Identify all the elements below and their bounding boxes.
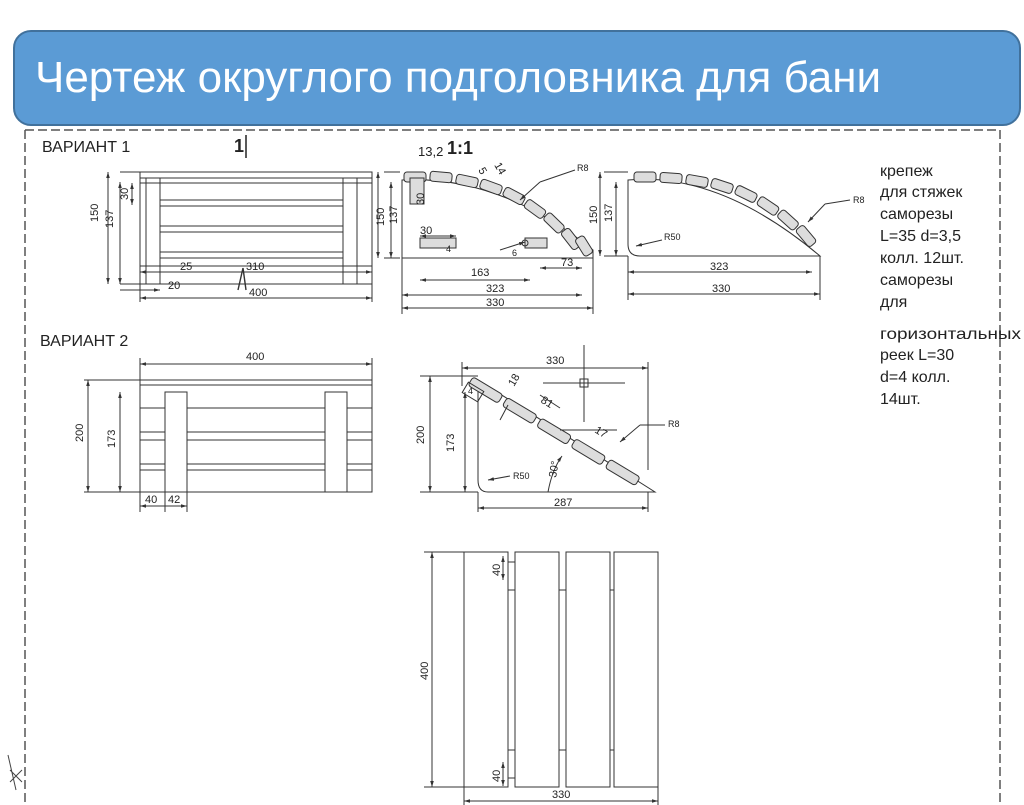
dim-200: 200 xyxy=(74,423,86,442)
dim-17: 17 xyxy=(592,424,610,441)
note-line-1: крепеж xyxy=(880,163,933,180)
dim-137: 137 xyxy=(388,205,400,224)
dim-30b: 30 xyxy=(420,225,433,237)
dim-150: 150 xyxy=(588,205,600,224)
variant2-label: ВАРИАНТ 2 xyxy=(40,333,129,350)
note-line-9: реек L=30 xyxy=(880,347,955,364)
dim-400: 400 xyxy=(249,287,268,299)
dim-323: 323 xyxy=(710,261,729,273)
dim-40-top: 40 xyxy=(491,563,503,576)
dim-18: 18 xyxy=(506,371,523,389)
dim-150: 150 xyxy=(89,203,101,222)
dim-400: 400 xyxy=(246,351,265,363)
dim-13-2: 13,2 xyxy=(418,144,444,159)
variant1-front-dims xyxy=(89,188,267,299)
note-line-5: колл. 12шт. xyxy=(880,250,964,267)
note-line-2: для стяжек xyxy=(880,184,963,201)
dim-20: 20 xyxy=(168,280,181,292)
dim-r50: R50 xyxy=(513,471,530,481)
dim-14: 14 xyxy=(491,160,508,178)
dim-163: 163 xyxy=(471,267,490,279)
dim-330: 330 xyxy=(546,355,565,367)
note-line-11: 14шт. xyxy=(880,391,921,408)
dim-330: 330 xyxy=(552,789,571,801)
note-line-10: d=4 колл. xyxy=(880,369,951,386)
note-line-8: горизонтальных xyxy=(880,326,1021,343)
dim-4: 4 xyxy=(446,244,452,254)
dim-40: 40 xyxy=(145,494,158,506)
corner-arrow-icon xyxy=(8,755,22,790)
dim-323: 323 xyxy=(486,283,505,295)
dim-r8: R8 xyxy=(853,195,865,205)
dim-150: 150 xyxy=(375,207,387,226)
dim-30: 30 xyxy=(415,192,427,205)
dim-40-bottom: 40 xyxy=(491,769,503,782)
variant2-front-dims xyxy=(74,351,264,506)
dim-330: 330 xyxy=(712,283,731,295)
variant1-section-mark: 1 xyxy=(234,136,245,156)
dim-4: 4 xyxy=(468,386,474,396)
plan-view xyxy=(424,552,658,805)
dim-137: 137 xyxy=(104,209,116,228)
dim-81: 81 xyxy=(538,394,556,411)
dim-173: 173 xyxy=(106,429,118,448)
dim-r8: R8 xyxy=(668,419,680,429)
dim-73: 73 xyxy=(561,257,574,269)
variant1-front-view xyxy=(108,172,372,302)
variant1-profile-view xyxy=(600,172,850,300)
dim-200: 200 xyxy=(415,425,427,444)
dim-r50: R50 xyxy=(664,232,681,242)
dim-173: 173 xyxy=(445,433,457,452)
variant1-label: ВАРИАНТ 1 xyxy=(42,139,131,156)
note-line-4: L=35 d=3,5 xyxy=(880,228,961,245)
dim-42: 42 xyxy=(168,494,181,506)
dim-310: 310 xyxy=(246,261,265,273)
dim-6: 6 xyxy=(512,248,518,258)
variant2-side-view xyxy=(420,345,665,512)
dim-330: 330 xyxy=(486,297,505,309)
dim-r8: R8 xyxy=(577,163,589,173)
dim-137: 137 xyxy=(603,203,615,222)
sheet-frame xyxy=(25,130,1000,805)
variant2-front-view xyxy=(84,358,372,512)
dim-25: 25 xyxy=(180,261,193,273)
variant1-profile-dims xyxy=(588,195,865,295)
note-line-6: саморезы xyxy=(880,272,954,289)
dim-287: 287 xyxy=(554,497,573,509)
dim-30: 30 xyxy=(119,187,131,200)
dim-400: 400 xyxy=(419,661,431,680)
slide-title: Чертеж округлого подголовника для бани xyxy=(35,53,882,102)
dim-5: 5 xyxy=(475,165,489,177)
plan-view-dims xyxy=(419,564,570,801)
variant1-section-label: 1:1 xyxy=(447,138,474,158)
dim-30-deg: 30° xyxy=(547,460,562,479)
note-line-7: для xyxy=(880,294,908,311)
note-line-3: саморезы xyxy=(880,206,954,223)
